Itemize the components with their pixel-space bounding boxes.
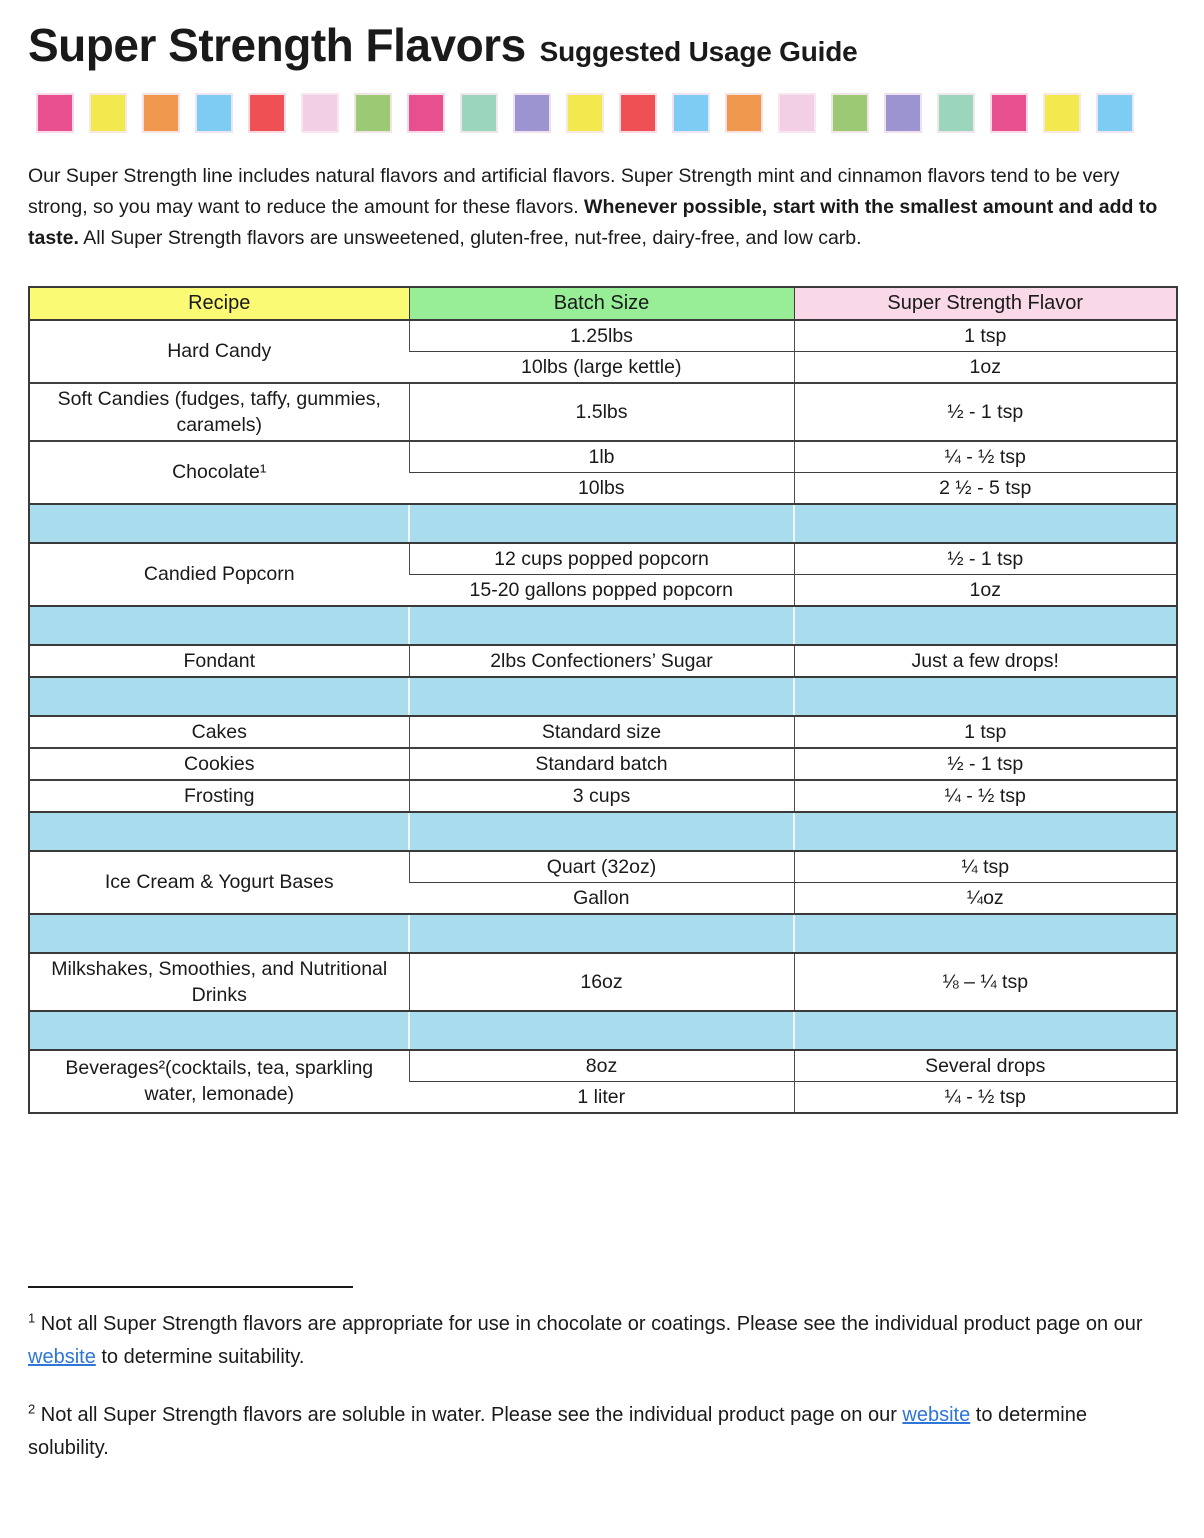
table-row bbox=[29, 383, 1177, 441]
flavor-cell: 1oz bbox=[794, 574, 1177, 606]
page-title: Super Strength Flavors bbox=[28, 19, 526, 71]
color-square bbox=[142, 93, 180, 133]
title-row bbox=[28, 20, 1176, 71]
batch-cell: 2lbs Confectioners’ Sugar bbox=[409, 645, 794, 677]
recipe-cell: Chocolate¹ bbox=[29, 441, 409, 504]
separator-cell bbox=[29, 606, 409, 645]
separator-cell bbox=[794, 504, 1177, 543]
color-square bbox=[831, 93, 869, 133]
flavor-cell: ¼oz bbox=[794, 882, 1177, 914]
table-row bbox=[29, 543, 1177, 575]
separator-cell bbox=[794, 914, 1177, 953]
separator-row bbox=[29, 606, 1177, 645]
footnote-2 bbox=[28, 1399, 1148, 1465]
color-square bbox=[195, 93, 233, 133]
footnote-2-text: Not all Super Strength flavors are soluble in water. Please see the individual product page on our bbox=[35, 1403, 903, 1426]
table-row bbox=[29, 851, 1177, 883]
flavor-cell: 1 tsp bbox=[794, 716, 1177, 748]
flavor-cell: Just a few drops! bbox=[794, 645, 1177, 677]
color-square bbox=[248, 93, 286, 133]
separator-row bbox=[29, 1011, 1177, 1050]
color-square bbox=[990, 93, 1028, 133]
color-square bbox=[725, 93, 763, 133]
recipe-cell: Frosting bbox=[29, 780, 409, 812]
flavor-cell: 1oz bbox=[794, 351, 1177, 383]
separator-cell bbox=[29, 914, 409, 953]
color-square bbox=[354, 93, 392, 133]
flavor-cell: ½ - 1 tsp bbox=[794, 383, 1177, 441]
color-square bbox=[619, 93, 657, 133]
batch-cell: 1lb bbox=[409, 441, 794, 473]
batch-cell: Standard batch bbox=[409, 748, 794, 780]
color-square bbox=[1043, 93, 1081, 133]
table-row bbox=[29, 320, 1177, 352]
flavor-cell: 1 tsp bbox=[794, 320, 1177, 352]
table-row bbox=[29, 748, 1177, 780]
recipe-cell: Ice Cream & Yogurt Bases bbox=[29, 851, 409, 914]
table-head bbox=[29, 287, 1177, 320]
separator-cell bbox=[29, 677, 409, 716]
flavor-cell: ¼ - ½ tsp bbox=[794, 780, 1177, 812]
table-row bbox=[29, 441, 1177, 473]
separator-cell bbox=[409, 677, 794, 716]
header-row bbox=[29, 287, 1177, 320]
color-square bbox=[1096, 93, 1134, 133]
intro-text-1: Our Super Strength line includes natural flavors and artificial flavors. Super Strength mint and cinnamon flavors tend to be very strong, so you may want to reduce the amount for these flavors. bbox=[28, 164, 1120, 218]
column-header-batch: Batch Size bbox=[409, 287, 794, 320]
recipe-cell: Candied Popcorn bbox=[29, 543, 409, 606]
separator-cell bbox=[794, 677, 1177, 716]
footnote-2-marker: 2 bbox=[28, 1400, 36, 1416]
recipe-cell: Cookies bbox=[29, 748, 409, 780]
color-square bbox=[566, 93, 604, 133]
separator-cell bbox=[29, 1011, 409, 1050]
flavor-cell: ½ - 1 tsp bbox=[794, 543, 1177, 575]
intro-paragraph bbox=[28, 161, 1176, 254]
separator-cell bbox=[29, 504, 409, 543]
separator-row bbox=[29, 914, 1177, 953]
color-square bbox=[778, 93, 816, 133]
column-header-flavor: Super Strength Flavor bbox=[794, 287, 1177, 320]
batch-cell: 15-20 gallons popped popcorn bbox=[409, 574, 794, 606]
separator-cell bbox=[409, 504, 794, 543]
separator-row bbox=[29, 504, 1177, 543]
flavor-cell: 2 ½ - 5 tsp bbox=[794, 472, 1177, 504]
separator-cell bbox=[409, 914, 794, 953]
website-link-1[interactable]: website bbox=[28, 1345, 96, 1368]
flavor-cell: ¼ tsp bbox=[794, 851, 1177, 883]
footnote-1 bbox=[28, 1308, 1148, 1374]
table-row bbox=[29, 780, 1177, 812]
intro-text-2: All Super Strength flavors are unsweetened, gluten-free, nut-free, dairy-free, and low carb. bbox=[78, 226, 862, 249]
separator-cell bbox=[794, 812, 1177, 851]
intro-text-bold: Whenever possible, start with the smallest amount and add to taste. bbox=[28, 195, 1158, 249]
table-body bbox=[29, 320, 1177, 1113]
batch-cell: 16oz bbox=[409, 953, 794, 1011]
color-square bbox=[513, 93, 551, 133]
recipe-cell: Cakes bbox=[29, 716, 409, 748]
batch-cell: 10lbs (large kettle) bbox=[409, 351, 794, 383]
separator-cell bbox=[409, 606, 794, 645]
color-square bbox=[460, 93, 498, 133]
separator-row bbox=[29, 677, 1177, 716]
color-square bbox=[301, 93, 339, 133]
batch-cell: 1.5lbs bbox=[409, 383, 794, 441]
separator-cell bbox=[29, 812, 409, 851]
color-square bbox=[36, 93, 74, 133]
table-row bbox=[29, 953, 1177, 1011]
color-square bbox=[672, 93, 710, 133]
color-square bbox=[884, 93, 922, 133]
batch-cell: 1.25lbs bbox=[409, 320, 794, 352]
table-row bbox=[29, 716, 1177, 748]
separator-cell bbox=[794, 1011, 1177, 1050]
color-square bbox=[937, 93, 975, 133]
separator-cell bbox=[409, 1011, 794, 1050]
batch-cell: 1 liter bbox=[409, 1081, 794, 1113]
column-header-recipe: Recipe bbox=[29, 287, 409, 320]
table-row bbox=[29, 645, 1177, 677]
recipe-cell: Beverages²(cocktails, tea, sparkling water, lemonade) bbox=[29, 1050, 409, 1113]
footnote-1-text-end: to determine suitability. bbox=[95, 1345, 305, 1368]
batch-cell: Standard size bbox=[409, 716, 794, 748]
footnote-2-text-end: to determine solubility. bbox=[28, 1403, 1087, 1459]
usage-table bbox=[28, 286, 1178, 1114]
color-bar bbox=[36, 93, 1176, 133]
website-link-2[interactable]: website bbox=[902, 1403, 971, 1426]
color-square bbox=[89, 93, 127, 133]
color-square bbox=[407, 93, 445, 133]
recipe-cell: Milkshakes, Smoothies, and Nutritional Drinks bbox=[29, 953, 409, 1011]
flavor-cell: ¼ - ½ tsp bbox=[794, 1081, 1177, 1113]
separator-cell bbox=[794, 606, 1177, 645]
recipe-cell: Hard Candy bbox=[29, 320, 409, 383]
separator-row bbox=[29, 812, 1177, 851]
table-row bbox=[29, 1050, 1177, 1082]
flavor-cell: ¼ - ½ tsp bbox=[794, 441, 1177, 473]
footnote-separator-line bbox=[28, 1286, 353, 1288]
page-subtitle: Suggested Usage Guide bbox=[539, 36, 858, 67]
flavor-cell: ½ - 1 tsp bbox=[794, 748, 1177, 780]
batch-cell: 3 cups bbox=[409, 780, 794, 812]
flavor-cell: ⅛ – ¼ tsp bbox=[794, 953, 1177, 1011]
batch-cell: Quart (32oz) bbox=[409, 851, 794, 883]
batch-cell: Gallon bbox=[409, 882, 794, 914]
recipe-cell: Soft Candies (fudges, taffy, gummies, caramels) bbox=[29, 383, 409, 441]
batch-cell: 12 cups popped popcorn bbox=[409, 543, 794, 575]
separator-cell bbox=[409, 812, 794, 851]
footnote-1-marker: 1 bbox=[28, 1309, 36, 1325]
batch-cell: 10lbs bbox=[409, 472, 794, 504]
footnote-1-text: Not all Super Strength flavors are appropriate for use in chocolate or coatings. Please see the individual product page on our bbox=[35, 1312, 1143, 1335]
batch-cell: 8oz bbox=[409, 1050, 794, 1082]
recipe-cell: Fondant bbox=[29, 645, 409, 677]
flavor-cell: Several drops bbox=[794, 1050, 1177, 1082]
